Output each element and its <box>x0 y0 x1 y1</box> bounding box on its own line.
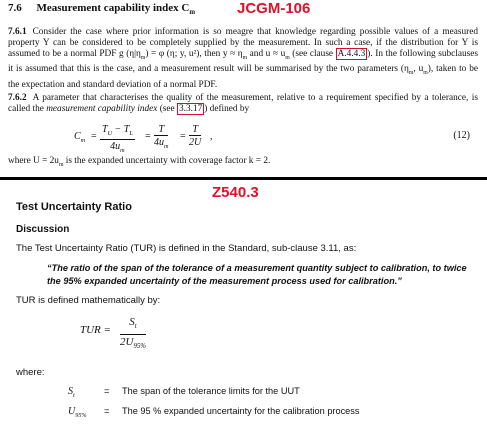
definition-row <box>0 406 487 420</box>
fraction-3: $\frac{T}{2U}$ <box>189 124 202 148</box>
definition-symbol: $S_t$ <box>68 386 75 399</box>
paragraph-7-6-1: 7.6.1 Consider the case where prior information is so meagre that knowledge regarding possible values of a measured property Y can be considered to be completely supplied by the measurement. In such a case, if the distribution for Y is assumed to be a normal PDF g $(\eta|\eta_m) = \varphi$ (η; y, u²), then $y \approx \eta_m$ and $u \approx u_m$ (see clause A.4.4.3 ). In the following subclauses it is assumed that this is the case, and a measurement result will be summarised by the two parameters ($\eta_m$, $u_m$), taken to be the expectation and standard deviation of a normal PDF. <box>8 27 479 90</box>
section-title: Measurement capability index $C_m$ <box>36 2 196 17</box>
where-label: where: <box>16 367 45 378</box>
equation-comma: , <box>210 131 213 142</box>
definition-row <box>0 386 487 400</box>
equals-sign: = <box>145 131 151 142</box>
discussion-heading: Discussion <box>16 224 70 235</box>
fraction-1: $\frac{T_U - T_L}{4u_m}$ <box>102 124 133 154</box>
tur-math-intro: TUR is defined mathematically by: <box>16 295 161 306</box>
tur-intro-text: The Test Uncertainty Ratio (TUR) is defined in the Standard, sub-clause 3.11, as: <box>16 243 357 254</box>
definition-text: The 95 % expanded uncertainty for the calibration process <box>122 406 360 416</box>
tur-equation <box>80 315 220 351</box>
definition-text: The span of the tolerance limits for the UUT <box>122 386 300 396</box>
clause-number: 7.6.1 <box>8 27 27 37</box>
section-number: 7.6 <box>8 2 22 14</box>
definition-symbol: $U_{95\%}$ <box>68 406 87 419</box>
tur-definition-quote: “The ratio of the span of the tolerance of a measurement quantity subject to calibration, to twice the 95% expanded uncertainty of the measurement process used for calibration.” <box>47 263 467 286</box>
definition-equals: = <box>104 406 110 416</box>
fraction-2: $\frac{T}{4u_m}$ <box>154 124 169 150</box>
equation-lhs: $C_m$ <box>74 131 86 144</box>
z540-tag: Z540.3 <box>212 184 259 201</box>
jcgm-tag: JCGM-106 <box>237 0 311 17</box>
tur-heading: Test Uncertainty Ratio <box>16 201 132 213</box>
definition-equals: = <box>104 386 110 396</box>
capability-index-equation <box>8 124 478 154</box>
tur-fraction: $S_t$ $2U_{95\%}$ <box>120 316 146 351</box>
defined-term: measurement capability index <box>46 104 158 115</box>
equation-number: (12) <box>453 130 470 141</box>
paragraph-7-6-2: 7.6.2 A parameter that characterises the quality of the measurement, relative to a requirement specified by a tolerance, is called the measurement capability index (see 3.3.17 ) defined by <box>8 93 478 115</box>
clause-number: 7.6.2 <box>8 93 27 103</box>
jcgm-section-heading <box>8 2 195 16</box>
term-reference-link[interactable]: 3.3.17 <box>179 104 203 115</box>
tur-equation-lhs: TUR = <box>80 324 111 336</box>
equals-sign: = <box>180 131 186 142</box>
clause-reference-link[interactable]: A.4.4.3 <box>337 49 366 60</box>
section-divider <box>0 177 487 180</box>
equals-sign: = <box>91 131 97 142</box>
where-clause: where $U = 2u_m$ is the expanded uncertainty with coverage factor k = 2. <box>8 156 271 168</box>
